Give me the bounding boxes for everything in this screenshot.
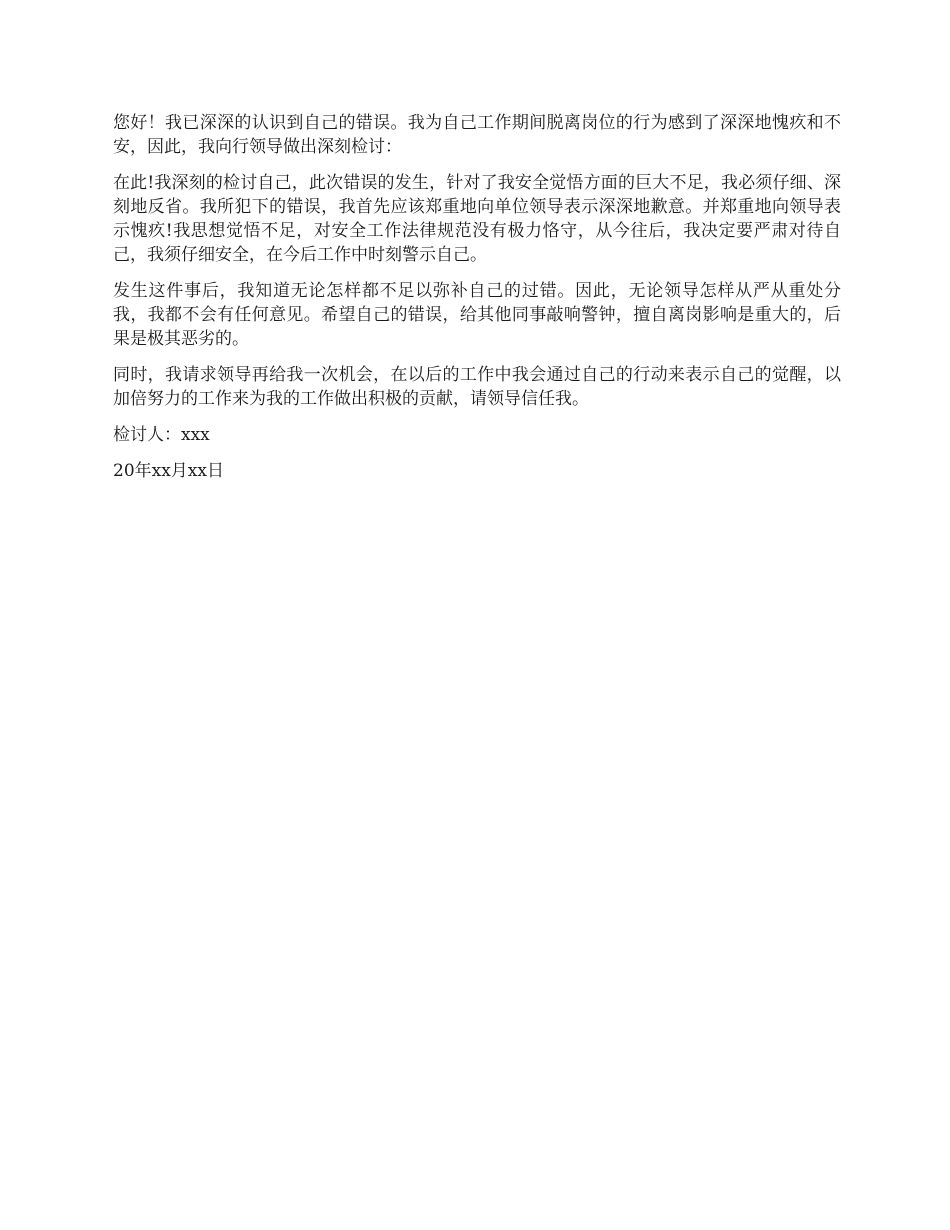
signature-line: 检讨人：xxx [113,425,210,445]
paragraph-acceptance: 发生这件事后，我知道无论怎样都不足以弥补自己的过错。因此，无论领导怎样从严从重处分我，我都不会有任何意见。希望自己的错误，给其他同事敲响警钟，擅自离岗影响是重大的，后果是极其恶劣的。 [113,281,841,349]
paragraph-greeting: 您好！我已深深的认识到自己的错误。我为自己工作期间脱离岗位的行为感到了深深地愧疚和不安，因此，我向行领导做出深刻检讨： [113,113,841,157]
paragraph-request: 同时，我请求领导再给我一次机会，在以后的工作中我会通过自己的行动来表示自己的觉醒，以加倍努力的工作来为我的工作做出积极的贡献，请领导信任我。 [113,365,841,409]
paragraph-self-criticism: 在此!我深刻的检讨自己，此次错误的发生，针对了我安全觉悟方面的巨大不足，我必须仔细、深刻地反省。我所犯下的错误，我首先应该郑重地向单位领导表示深深地歉意。并郑重地向领导表示愧疚!我思想觉悟不足，对安全工作法律规范没有极力恪守，从今往后，我决定要严肃对待自己，我须仔细安全，在今后工作中时刻警示自己。 [113,173,841,265]
date-line: 20年xx月xx日 [113,461,224,481]
document-body [113,111,841,495]
